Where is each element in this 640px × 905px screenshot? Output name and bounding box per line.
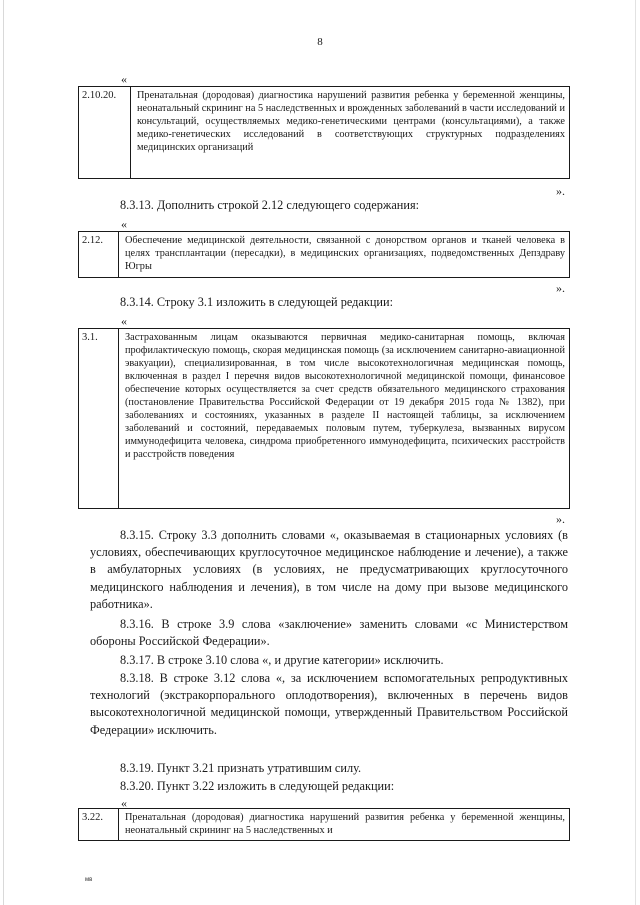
paragraph-8-3-19: 8.3.19. Пункт 3.21 признать утратившим силу. (120, 761, 362, 775)
row-number: 2.10.20. (79, 87, 131, 178)
row-number: 3.22. (79, 809, 119, 840)
paragraph-8-3-18: 8.3.18. В строке 3.12 слова «, за исключением вспомогательных репродуктивных технологий (экстракорпорального оплодотворения), включенных в перечень видов высокотехнологичной медицинской помощи, утвержденный Правительством Российской Федерации» исключить. (90, 671, 568, 737)
close-quote: ». (556, 184, 565, 198)
paragraph-8-3-20: 8.3.20. Пункт 3.22 изложить в следующей редакции: (120, 779, 395, 793)
close-quote: ». (556, 281, 565, 295)
paragraph-8-3-14: 8.3.14. Строку 3.1 изложить в следующей редакции: (120, 295, 394, 309)
paragraph-8-3-15: 8.3.15. Строку 3.3 дополнить словами «, оказываемая в стационарных условиях (в условиях, обеспечивающих круглосуточное медицинское наблюдение и лечение), а также в амбулаторных условиях (в условиях, не предусматривающих круглосуточного медицинского наблюдения и лечения), в том числе на дому при вызове медицинского работника». (90, 528, 568, 611)
footer-mark: мв (85, 877, 93, 883)
row-number: 3.1. (79, 329, 119, 508)
page-number: 8 (317, 36, 323, 48)
scan-edge-left (3, 0, 4, 905)
open-quote: « (121, 314, 127, 328)
paragraph-8-3-16: 8.3.16. В строке 3.9 слова «заключение» заменить словами «с Министерством обороны Российской Федерации». (90, 617, 568, 649)
row-text: Пренатальная (дородовая) диагностика нарушений развития ребенка у беременной женщины, неонатальный скрининг на 5 наследственных и (125, 812, 565, 836)
open-quote: « (121, 72, 127, 86)
open-quote: « (121, 796, 127, 810)
row-text: Пренатальная (дородовая) диагностика нарушений развития ребенка у беременной женщины, неонатальный скрининг на 5 наследственных и врожденных заболеваний в части исследований и консультаций, осуществляемых медико-генетическими центрами (консультациями), а также медико-генетических исследований в соответствующих структурных подразделениях медицинских организаций (137, 90, 565, 153)
table-row-3-1 (78, 328, 570, 509)
table-row-3-22 (78, 808, 570, 841)
table-row-2-10-20 (78, 86, 570, 179)
paragraph-8-3-13: 8.3.13. Дополнить строкой 2.12 следующего содержания: (120, 198, 420, 212)
table-row-2-12 (78, 231, 570, 278)
scan-edge-right (635, 0, 636, 905)
row-text: Застрахованным лицам оказываются первичная медико-санитарная помощь, включая профилактическую помощь, скорая медицинская помощь (за исключением санитарно-авиационной эвакуации), специализированная, в том числе высокотехнологичная медицинская помощь, включенная в раздел I перечня видов высокотехнологичной медицинской помощи, финансовое обеспечение которых осуществляется за счет средств обязательного медицинского страхования (постановление Правительства Российской Федерации от 19 декабря 2015 года № 1382), при заболеваниях и состояниях, указанных в разделе II настоящей таблицы, за исключением заболеваний и состояний, передаваемых половым путем, туберкулеза, вызванных вирусом иммунодефицита человека, синдрома приобретенного иммунодефицита, психических расстройств и расстройств поведения (125, 332, 565, 460)
open-quote: « (121, 217, 127, 231)
row-number: 2.12. (79, 232, 119, 277)
close-quote: ». (556, 512, 565, 526)
paragraph-8-3-17: 8.3.17. В строке 3.10 слова «, и другие категории» исключить. (120, 653, 444, 667)
row-text: Обеспечение медицинской деятельности, связанной с донорством органов и тканей человека в целях трансплантации (пересадки), в медицинских организациях, подведомственных Депздраву Югры (125, 235, 565, 272)
